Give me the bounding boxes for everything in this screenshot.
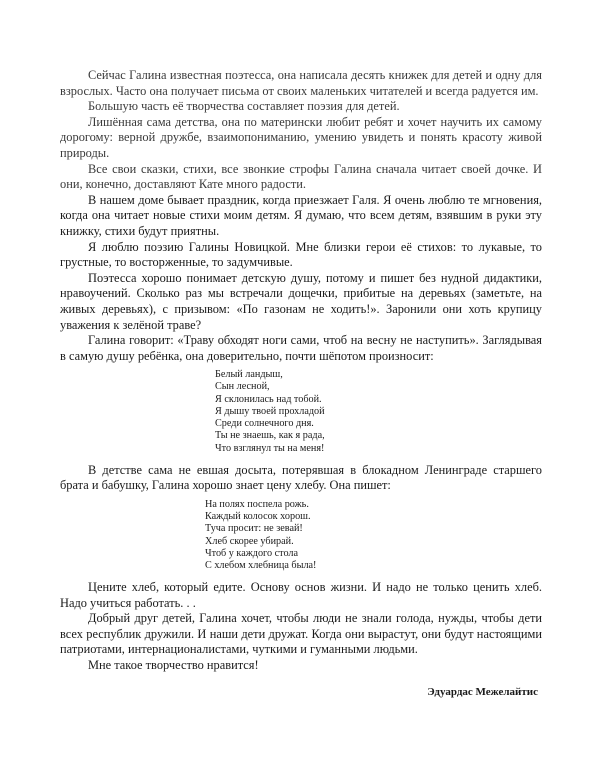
poem-line: Сын лесной,	[215, 381, 270, 393]
poem-line: Что взглянул ты на меня!	[215, 442, 325, 454]
poem-bread	[205, 499, 542, 572]
paragraph: Галина говорит: «Траву обходят ноги сами, чтоб на весну не наступить». Заглядывая в самую душу ребёнка, она доверительно, почти шёпотом произносит:	[60, 333, 542, 363]
paragraph: Сейчас Галина известная поэтесса, она написала десять книжек для детей и одну для взрослых. Часто она получает письма от своих маленьких читателей и всегда радуется им.	[60, 68, 542, 98]
article-body	[60, 68, 542, 674]
poem-line: Я дышу твоей прохладой	[215, 405, 325, 417]
poem-line: На полях поспела рожь.	[205, 498, 309, 510]
paragraph: В нашем доме бывает праздник, когда приезжает Галя. Я очень люблю те мгновения, когда она читает новые стихи моим детям. Я думаю, что всем детям, взявшим в руки эту книжку, стихи будут приятны.	[60, 192, 542, 238]
poem-line: Каждый колосок хорош.	[205, 511, 311, 523]
paragraph: В детстве сама не евшая досыта, потерявшая в блокадном Ленинграде старшего брата и бабушку, Галина хорошо знает цену хлебу. Она пишет:	[60, 462, 542, 493]
poem-line: Ты не знаешь, как я рада,	[215, 430, 325, 442]
poem-line: Чтоб у каждого стола	[205, 547, 299, 559]
author-signature: Эдуардас Межелайтис	[427, 686, 538, 698]
paragraph: Цените хлеб, который едите. Основу основ жизни. И надо не только ценить хлеб. Надо учиться работать. . .	[60, 580, 542, 610]
paragraph: Поэтесса хорошо понимает детскую душу, потому и пишет без нудной дидактики, нравоучений. Сколько раз мы встречали дощечки, прибитые на деревьях (заметьте, на живых деревьях), с призывом: «По газонам не ходить!». Заронили они хоть крупицу уважения к зелёной траве?	[60, 270, 542, 332]
poem-line: С хлебом хлебница была!	[205, 559, 317, 571]
paragraph: Лишённая сама детства, она по матерински любит ребят и хочет научить их самому дорогому: верной дружбе, взаимопониманию, умению увидеть и понять красоту живой природы.	[60, 114, 542, 160]
poem-line: Я склонилась над тобой.	[215, 393, 322, 405]
paragraph: Добрый друг детей, Галина хочет, чтобы люди не знали голода, нужды, чтобы дети всех республик дружили. И наши дети дружат. Когда они вырастут, они будут настоящими патриотами, интернационалистами, чуткими и гуманными людьми.	[60, 611, 542, 657]
poem-line: Хлеб скорее убирай.	[205, 535, 294, 547]
paragraph: Все свои сказки, стихи, все звонкие строфы Галина сначала читает своей дочке. И они, конечно, доставляют Кате много радости.	[60, 161, 542, 192]
paragraph: Я люблю поэзию Галины Новицкой. Мне близки герои её стихов: то лукавые, то грустные, то восторженные, то задумчивые.	[60, 239, 542, 270]
poem-lily-of-the-valley	[215, 369, 542, 454]
paragraph: Мне такое творчество нравится!	[88, 658, 259, 673]
poem-line: Белый ландыш,	[215, 369, 283, 381]
paragraph: Большую часть её творчества составляет поэзия для детей.	[88, 99, 400, 114]
poem-line: Туча просит: не зевай!	[205, 523, 303, 535]
poem-line: Среди солнечного дня.	[215, 418, 314, 430]
